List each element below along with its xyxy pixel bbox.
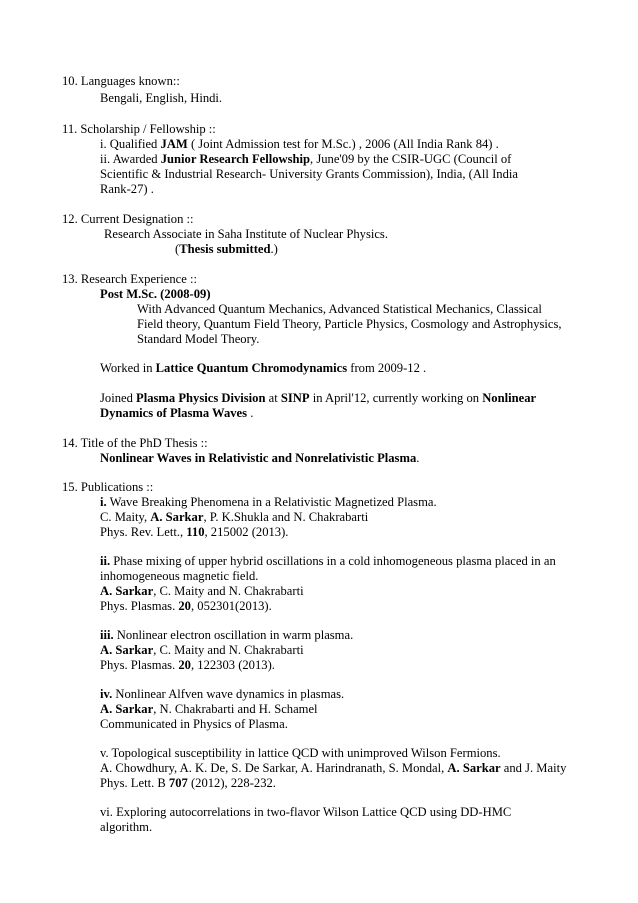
publication-2-title: ii. Phase mixing of upper hybrid oscillations in a cold inhomogeneous plasma placed in an — [100, 554, 556, 568]
publication-3-journal: Phys. Plasmas. 20, 122303 (2013). — [100, 658, 275, 672]
research-exp-line2: Field theory, Quantum Field Theory, Particle Physics, Cosmology and Astrophysics, — [137, 317, 562, 331]
thesis-status: (Thesis submitted.) — [175, 242, 278, 256]
publication-5-title: v. Topological susceptibility in lattice QCD with unimproved Wilson Fermions. — [100, 746, 501, 760]
scholarship-item-i: i. Qualified JAM ( Joint Admission test for M.Sc.) , 2006 (All India Rank 84) . — [100, 137, 499, 151]
section-10-heading: 10. Languages known:: — [62, 74, 180, 88]
worked-in-line: Worked in Lattice Quantum Chromodynamics from 2009-12 . — [100, 361, 427, 375]
publication-2-title-line2: inhomogeneous magnetic field. — [100, 569, 259, 583]
designation-text: Research Associate in Saha Institute of Nuclear Physics. — [104, 227, 388, 241]
scholarship-item-ii: ii. Awarded Junior Research Fellowship, June'09 by the CSIR-UGC (Council of — [100, 152, 512, 166]
languages-list: Bengali, English, Hindi. — [100, 91, 223, 105]
publication-1-authors: C. Maity, A. Sarkar, P. K.Shukla and N. Chakrabarti — [100, 510, 369, 524]
research-exp-line1: With Advanced Quantum Mechanics, Advanced Statistical Mechanics, Classical — [137, 302, 542, 316]
section-12-heading: 12. Current Designation :: — [62, 212, 194, 226]
publication-2-journal: Phys. Plasmas. 20, 052301(2013). — [100, 599, 272, 613]
thesis-title: Nonlinear Waves in Relativistic and Nonrelativistic Plasma. — [100, 451, 420, 465]
section-13-heading: 13. Research Experience :: — [62, 272, 197, 286]
publication-1-journal: Phys. Rev. Lett., 110, 215002 (2013). — [100, 525, 289, 539]
publication-5-authors: A. Chowdhury, A. K. De, S. De Sarkar, A. Harindranath, S. Mondal, A. Sarkar and J. Maity — [100, 761, 567, 775]
publication-3-title: iii. Nonlinear electron oscillation in warm plasma. — [100, 628, 354, 642]
joined-line2: Dynamics of Plasma Waves . — [100, 406, 254, 420]
section-15-heading: 15. Publications :: — [62, 480, 154, 494]
publication-2-authors: A. Sarkar, C. Maity and N. Chakrabarti — [100, 584, 304, 598]
publication-5-journal: Phys. Lett. B 707 (2012), 228-232. — [100, 776, 276, 790]
publication-3-authors: A. Sarkar, C. Maity and N. Chakrabarti — [100, 643, 304, 657]
research-exp-line3: Standard Model Theory. — [137, 332, 260, 346]
section-11-heading: 11. Scholarship / Fellowship :: — [62, 122, 216, 136]
section-14-heading: 14. Title of the PhD Thesis :: — [62, 436, 208, 450]
publication-6-title: vi. Exploring autocorrelations in two-flavor Wilson Lattice QCD using DD-HMC — [100, 805, 512, 819]
publication-4-journal: Communicated in Physics of Plasma. — [100, 717, 288, 731]
joined-line1: Joined Plasma Physics Division at SINP in April'12, currently working on Nonlinear — [100, 391, 537, 405]
post-msc-heading: Post M.Sc. (2008-09) — [100, 287, 211, 301]
publication-1-title: i. Wave Breaking Phenomena in a Relativistic Magnetized Plasma. — [100, 495, 437, 509]
scholarship-item-ii-line2: Scientific & Industrial Research- University Grants Commission), India, (All India — [100, 167, 518, 181]
publication-4-authors: A. Sarkar, N. Chakrabarti and H. Schamel — [100, 702, 318, 716]
publication-6-title-line2: algorithm. — [100, 820, 153, 834]
scholarship-item-ii-line3: Rank-27) . — [100, 182, 154, 196]
publication-4-title: iv. Nonlinear Alfven wave dynamics in plasmas. — [100, 687, 345, 701]
